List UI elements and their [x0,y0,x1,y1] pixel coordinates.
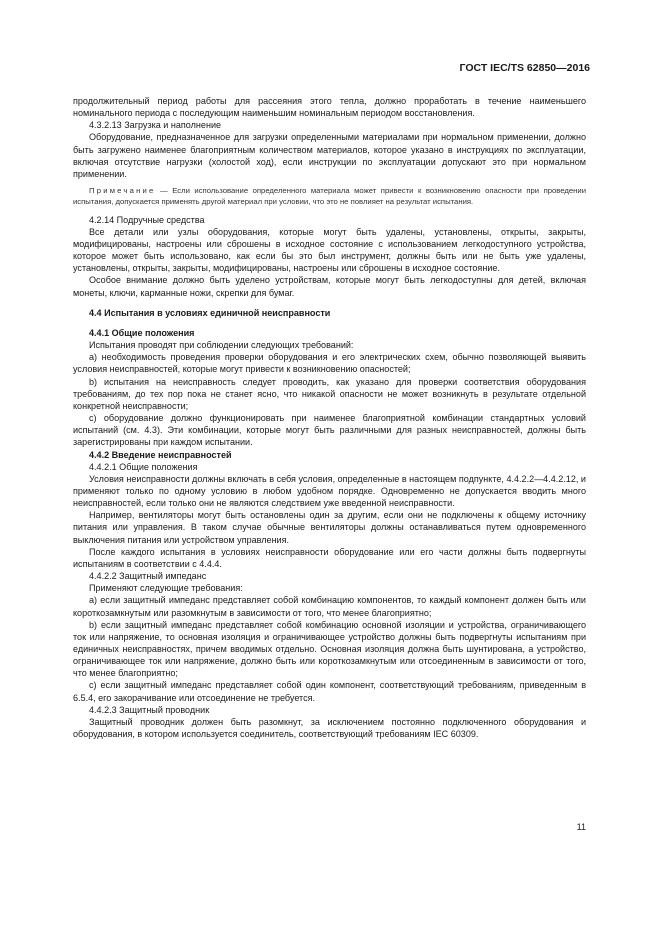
list-item: a) если защитный импеданс представляет собой комбинацию компонентов, то каждый компонент должен быть или короткозамкнутым или разомкнутым в зависимости от того, что менее благоприятно; [73,595,586,618]
paragraph: Особое внимание должно быть уделено устройствам, которые могут быть легкодоступны для детей, включая монеты, ключи, карманные ножи, скрепки для бумаг. [73,275,586,298]
clause-heading: 4.2.14 Подручные средства [89,214,205,225]
note-text: — Если использование определенного материала может привести к возникновению опасности при проведении испытания, допускается применять другой материал при условии, что это не повлияет на результат испытания. [73,186,586,207]
paragraph: Все детали или узлы оборудования, которые могут быть удалены, установлены, открыты, закрыты, модифицированы, настроены или сброшены в исходное состояние с использованием легкодоступного устройства, которое может быть использовано, как если бы это был инструмент, должны быть или не быть уже удалены, установлены, открыты, закрыты, модифицированы, настроены или сброшены в исходное состояние. [73,226,586,274]
note [73,185,586,208]
clause-heading: 4.4.2.1 Общие положения [89,461,198,472]
clause-heading: 4.4.2.3 Защитный проводник [89,704,210,715]
list-item: c) если защитный импеданс представляет собой один компонент, соответствующий требованиям, приведенным в 6.5.4, его закорачивание или отсоединение не требуется. [73,680,586,703]
paragraph: Оборудование, предназначенное для загрузки определенными материалами при нормальном применении, должно быть загружено наименее благоприятным количеством материалов, которое указано в инструкциях по эксплуатации, включая отсутствие нагрузки (холостой ход), если инструкции по эксплуатации допускают это при нормальном применении. [73,132,586,179]
note-label: Примечание [89,186,156,196]
clause-heading: 4.4.2.2 Защитный импеданс [89,571,207,582]
clause-heading: 4.3.2.13 Загрузка и наполнение [89,120,222,131]
paragraph: Защитный проводник должен быть разомкнут, за исключением постоянно подключенного оборудования и оборудования, в котором используется соединитель, соответствующий требованиям IEC 60309. [73,716,586,740]
list-item: a) необходимость проведения проверки оборудования и его электрических схем, обычно позволяющей выявить условия неисправностей, которые могут привести к возникновению опасностей; [73,352,586,375]
list-item: b) испытания на неисправность следует проводить, как указано для проверки соответствия оборудования требованиям, до тех пор пока не станет ясно, что никакой опасности не может возникнуть в результате отдельной конкретной неисправности; [73,376,586,411]
paragraph: Условия неисправности должны включать в себя условия, определенные в настоящем подпункте, 4.4.2.2—4.4.2.12, и применяют только по одному условию в любом удобном порядке. Одновременно не допускается вводить много неисправностей, если только они не являются следствием уже введенной неисправности. [73,473,586,509]
page-number: 11 [576,822,586,832]
clause-heading: 4.4.2 Введение неисправностей [89,449,232,460]
paragraph: Применяют следующие требования: [89,583,243,594]
paragraph: Испытания проводят при соблюдении следующих требований: [89,340,354,351]
document-body [73,95,586,740]
paragraph: После каждого испытания в условиях неисправности оборудование или его части должны быть подвергнуты испытаниям в соответствии с 4.4.4. [73,546,586,569]
paragraph: продолжительный период работы для рассеяния этого тепла, должно проработать в течение наименьшего номинального периода с последующим наименьшим номинальным периодом восстановления. [73,96,586,119]
section-heading: 4.4 Испытания в условиях единичной неисправности [89,307,331,318]
list-item: b) если защитный импеданс представляет собой комбинацию основной изоляции и устройства, ограничивающего ток или напряжение, то основная изоляция и ограничивающее устройство должны быть подвергнуты испытаниям при единичных неисправностях, причем вводимых отдельно. Основная изоляция должна быть шунтирована, а устройство, ограничивающее ток или напряжение, должно быть или короткозамкнутым или отсоединенным в зависимости от того, что менее благоприятно; [73,619,586,679]
list-item: c) оборудование должно функционировать при наименее благоприятной комбинации стандартных условий испытаний (см. 4.3). Эти комбинации, которые могут быть различными для разных неисправностей, должны быть зарегистрированы при каждом испытании. [73,413,586,448]
paragraph: Например, вентиляторы могут быть остановлены один за другим, если они не подключены к общему источнику питания или управления. В таком случае обычные вентиляторы должны останавливаться путем одновременного выключения питания или устройством управления. [73,510,586,545]
standard-designation: ГОСТ IEC/TS 62850—2016 [459,62,590,74]
clause-heading: 4.4.1 Общие положения [89,327,195,338]
